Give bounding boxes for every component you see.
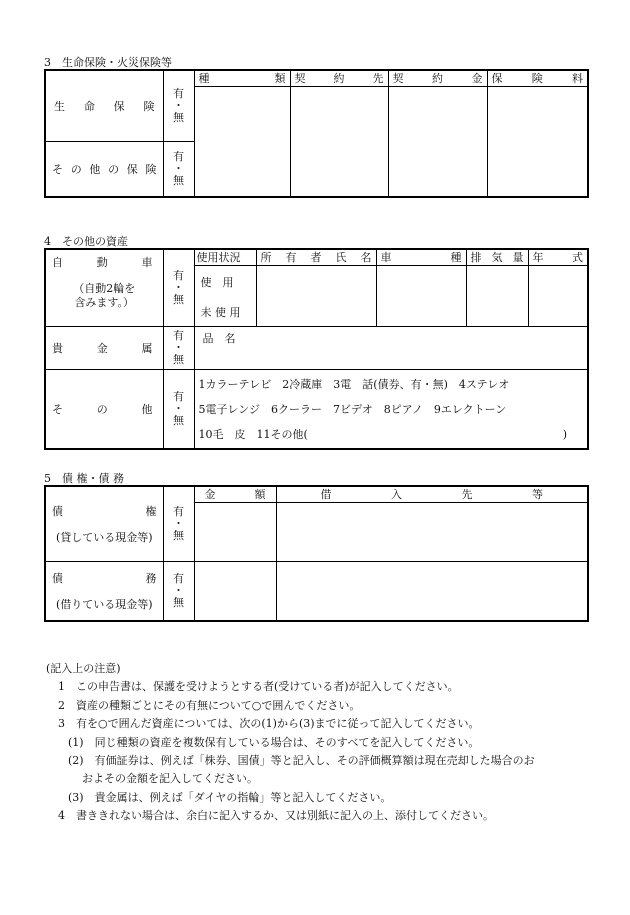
debt-sub: (借りている現金等) [55, 598, 153, 611]
credit-lender-cell[interactable] [276, 503, 588, 562]
credit-label-text: 債 権 [52, 505, 157, 518]
section-4-title: 4 その他の資産 [44, 235, 128, 248]
header-contractor: 契 約 先 [290, 70, 388, 87]
contractor-cell[interactable] [290, 87, 388, 198]
other-assets-line-3-close: ) [562, 427, 567, 441]
year-cell[interactable] [528, 266, 588, 327]
contract-amount-cell[interactable] [388, 87, 487, 198]
section-5-title: 5 債 権・債 務 [44, 472, 124, 485]
life-insurance-label-text: 生 命 保 険 [54, 100, 155, 113]
debts-header-lender: 借 入 先 等 [276, 486, 588, 503]
car-header-owner: 所 有 者 氏 名 [256, 249, 376, 266]
other-assets-list[interactable] [194, 370, 588, 450]
debt-ari-nashi[interactable]: 有 ・ 無 [163, 562, 194, 622]
header-premium: 保 険 料 [487, 70, 588, 87]
debt-lender-cell[interactable] [276, 562, 588, 622]
car-header-model: 車 種 [376, 249, 466, 266]
usage-in-use[interactable]: 使 用 [194, 266, 256, 298]
owner-cell[interactable] [256, 266, 376, 327]
header-type: 種 類 [194, 70, 290, 87]
car-header-displacement: 排 気 量 [466, 249, 528, 266]
car-note-2: 含みます。） [74, 296, 135, 309]
model-cell[interactable] [376, 266, 466, 327]
note-2: 2 資産の種類ごとにその有無について○で囲んでください。 [58, 698, 361, 712]
premium-cell[interactable] [487, 87, 588, 198]
other-assets-label-text: そ の 他 [52, 403, 153, 416]
debt-label [45, 562, 163, 622]
car-ari-nashi[interactable]: 有 ・ 無 [163, 249, 194, 327]
note-1: 1 この申告書は、保護を受けようとする者(受けている者)が記入してください。 [58, 680, 459, 694]
precious-label [45, 327, 163, 370]
precious-item-name: 品 名 [202, 332, 236, 345]
other-assets-line-1: 1カラーテレビ 2冷蔵庫 3電 話(債券、有・無) 4ステレオ [198, 377, 510, 391]
debts-header-amount: 金 額 [194, 486, 276, 503]
note-3-2b: およその金額を記入してください。 [82, 772, 258, 786]
type-cell[interactable] [194, 87, 290, 198]
car-label [45, 249, 163, 327]
life-insurance-ari-nashi[interactable]: 有 ・ 無 [163, 70, 194, 142]
header-contract-amount: 契 約 金 [388, 70, 487, 87]
other-assets-line-2: 5電子レンジ 6クーラー 7ビデオ 8ピアノ 9エレクトーン [198, 402, 507, 416]
precious-item-cell[interactable] [194, 327, 588, 370]
credit-sub: (貸している現金等) [55, 531, 153, 544]
car-note-1: （自動2輪を [73, 282, 136, 295]
life-insurance-label [45, 70, 163, 142]
credit-label [45, 486, 163, 562]
note-3: 3 有を○で囲んだ資産については、次の(1)から(3)までに従って記入してください。 [58, 717, 480, 731]
debt-label-text: 債 務 [52, 572, 157, 585]
credit-amount-cell[interactable] [194, 503, 276, 562]
other-insurance-label [45, 142, 163, 198]
other-assets-ari-nashi[interactable]: 有 ・ 無 [163, 370, 194, 450]
car-label-text: 自 動 車 [52, 256, 153, 269]
notes [46, 660, 535, 826]
assets-table [44, 248, 589, 450]
other-insurance-ari-nashi[interactable]: 有 ・ 無 [163, 142, 194, 198]
car-header-year: 年 式 [528, 249, 588, 266]
displacement-cell[interactable] [466, 266, 528, 327]
debts-table [44, 485, 589, 622]
precious-ari-nashi[interactable]: 有 ・ 無 [163, 327, 194, 370]
note-3-1: (1) 同じ種類の資産を複数保有している場合は、そのすべてを記入してください。 [68, 735, 480, 749]
other-assets-label [45, 370, 163, 450]
debt-amount-cell[interactable] [194, 562, 276, 622]
notes-title: (記入上の注意) [46, 662, 121, 675]
other-assets-line-3: 10毛 皮 11その他( [198, 427, 308, 441]
section-3-title: 3 生命保険・火災保険等 [44, 56, 172, 69]
other-insurance-label-text: そ の 他 の 保 険 [52, 163, 157, 176]
note-4: 4 書ききれない場合は、余白に記入するか、又は別紙に記入の上、添付してください。 [58, 809, 494, 823]
credit-ari-nashi[interactable]: 有 ・ 無 [163, 486, 194, 562]
insurance-table [44, 69, 589, 198]
usage-unused[interactable]: 未 使 用 [194, 297, 256, 327]
note-3-2a: (2) 有価証券は、例えば「株券、国債」等と記入し、その評価概算額は現在売却した場合のお [68, 754, 535, 768]
precious-label-text: 貴 金 属 [52, 342, 153, 355]
car-header-usage: 使用状況 [194, 249, 256, 266]
note-3-3: (3) 貴金属は、例えば「ダイヤの指輪」等と記入してください。 [68, 790, 392, 804]
